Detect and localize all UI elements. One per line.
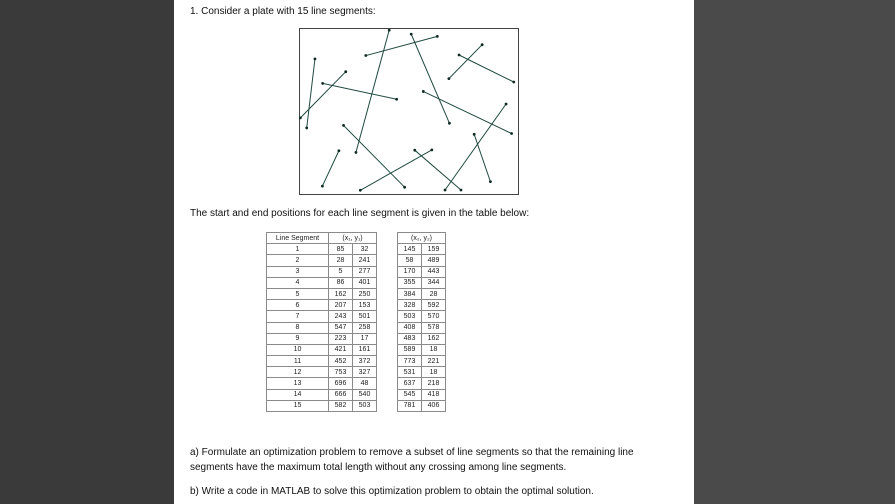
cell-x1: 243 [329,311,353,322]
cell-y1: 161 [353,344,377,355]
cell-x2: 384 [398,288,422,299]
cell-y2: 162 [422,333,446,344]
cell-x2: 773 [398,356,422,367]
cell-x2: 355 [398,277,422,288]
cell-x2: 170 [398,266,422,277]
cell-segment: 11 [267,356,329,367]
cell-gap [377,277,398,288]
cell-x2: 589 [398,344,422,355]
cell-segment: 9 [267,333,329,344]
cell-x1: 547 [329,322,353,333]
cell-x1: 452 [329,356,353,367]
cell-y2: 570 [422,311,446,322]
cell-gap [377,322,398,333]
cell-gap [377,389,398,400]
segment-7-end-point [436,35,439,38]
cell-x2: 503 [398,311,422,322]
table-header-row [267,233,446,244]
segment-3-end-point [344,70,347,73]
segment-table [266,232,446,412]
table-row [267,322,446,333]
cell-gap [377,244,398,255]
cell-y1: 372 [353,356,377,367]
cell-y1: 32 [353,244,377,255]
cell-y2: 443 [422,266,446,277]
cell-segment: 1 [267,244,329,255]
segment-5-start-point [342,124,345,127]
segment-14-end-point [447,77,450,80]
cell-x1: 421 [329,344,353,355]
segment-7-start-point [364,54,367,57]
cell-segment: 6 [267,300,329,311]
table-row [267,288,446,299]
table-row [267,277,446,288]
cell-x2: 637 [398,378,422,389]
cell-y2: 218 [422,378,446,389]
cell-y1: 540 [353,389,377,400]
table-row [267,389,446,400]
segment-9-end-point [430,149,433,152]
cell-y1: 327 [353,367,377,378]
segment-11-end-point [510,132,513,135]
left-background [0,0,174,504]
segment-4-end-point [395,98,398,101]
cell-gap [377,300,398,311]
segment-13-start-point [489,180,492,183]
cell-x1: 753 [329,367,353,378]
table-intro: The start and end positions for each line segment is given in the table below: [190,208,530,219]
cell-x1: 86 [329,277,353,288]
header-end: (x₂, y₂) [398,233,446,244]
cell-y2: 578 [422,322,446,333]
cell-x1: 223 [329,333,353,344]
cell-gap [377,266,398,277]
cell-y2: 28 [422,288,446,299]
table-row [267,300,446,311]
cell-gap [377,344,398,355]
cell-gap [377,311,398,322]
segment-9-start-point [359,189,362,192]
cell-x2: 531 [398,367,422,378]
cell-segment: 14 [267,389,329,400]
cell-y2: 344 [422,277,446,288]
table-row [267,344,446,355]
cell-segment: 2 [267,255,329,266]
cell-y2: 489 [422,255,446,266]
right-background [694,0,895,504]
segment-10-start-point [413,149,416,152]
cell-gap [377,255,398,266]
segment-15-end-point [512,81,515,84]
cell-x1: 162 [329,288,353,299]
cell-x2: 328 [398,300,422,311]
table-row [267,378,446,389]
table-row [267,400,446,411]
cell-y1: 501 [353,311,377,322]
part-b-text: b) Write a code in MATLAB to solve this optimization problem to obtain the optimal solution. [190,486,594,497]
cell-y2: 159 [422,244,446,255]
cell-segment: 5 [267,288,329,299]
cell-segment: 13 [267,378,329,389]
segment-3-start-point [299,117,302,120]
cell-y1: 250 [353,288,377,299]
segment-5-end-point [403,186,406,189]
segment-8-end-point [410,33,413,36]
segment-15-start-point [458,54,461,57]
cell-x1: 5 [329,266,353,277]
cell-y1: 241 [353,255,377,266]
cell-x1: 666 [329,389,353,400]
cell-x1: 582 [329,400,353,411]
header-segment: Line Segment [267,233,329,244]
cell-segment: 10 [267,344,329,355]
cell-x2: 483 [398,333,422,344]
segment-2-end-point [314,57,317,60]
cell-y2: 418 [422,389,446,400]
header-start: (x₁, y₁) [329,233,377,244]
cell-y2: 406 [422,400,446,411]
cell-gap [377,356,398,367]
segment-1-end-point [337,149,340,152]
cell-y2: 221 [422,356,446,367]
cell-x1: 696 [329,378,353,389]
cell-x2: 58 [398,255,422,266]
plate-diagram [299,28,519,195]
line-segments-figure [299,28,519,195]
cell-y1: 258 [353,322,377,333]
cell-x1: 28 [329,255,353,266]
cell-y1: 401 [353,277,377,288]
cell-gap [377,367,398,378]
segment-6-start-point [355,151,358,154]
table-row [267,356,446,367]
cell-y2: 18 [422,367,446,378]
table-row [267,255,446,266]
cell-x2: 145 [398,244,422,255]
cell-y1: 503 [353,400,377,411]
cell-segment: 8 [267,322,329,333]
cell-y1: 277 [353,266,377,277]
cell-y2: 18 [422,344,446,355]
part-a-text: a) Formulate an optimization problem to remove a subset of line segments so that the remaining line segments have the maximum total length without any crossing among line segments. [190,447,634,473]
question-title: 1. Consider a plate with 15 line segments: [190,6,376,17]
segment-11-start-point [422,90,425,93]
segment-4-start-point [321,82,324,85]
cell-segment: 15 [267,400,329,411]
cell-gap [377,378,398,389]
document-page [174,0,694,504]
segment-2-start-point [305,127,308,130]
segment-14-start-point [481,43,484,46]
cell-y1: 153 [353,300,377,311]
segment-12-start-point [505,103,508,106]
cell-segment: 3 [267,266,329,277]
cell-y1: 48 [353,378,377,389]
segment-10-end-point [460,189,463,192]
segment-1-start-point [321,185,324,188]
cell-y1: 17 [353,333,377,344]
table-row [267,367,446,378]
table-row [267,311,446,322]
cell-x2: 408 [398,322,422,333]
segment-13-end-point [473,133,476,136]
cell-segment: 12 [267,367,329,378]
cell-x2: 545 [398,389,422,400]
plate-frame [300,29,519,195]
table-row [267,333,446,344]
table-row [267,266,446,277]
cell-gap [377,400,398,411]
cell-gap [377,333,398,344]
cell-gap [377,288,398,299]
cell-x2: 781 [398,400,422,411]
table-row [267,244,446,255]
cell-x1: 207 [329,300,353,311]
cell-x1: 85 [329,244,353,255]
header-gap [377,233,398,244]
cell-y2: 592 [422,300,446,311]
segment-8-start-point [448,122,451,125]
cell-segment: 4 [267,277,329,288]
segment-6-end-point [388,29,391,32]
segment-12-end-point [444,189,447,192]
cell-segment: 7 [267,311,329,322]
